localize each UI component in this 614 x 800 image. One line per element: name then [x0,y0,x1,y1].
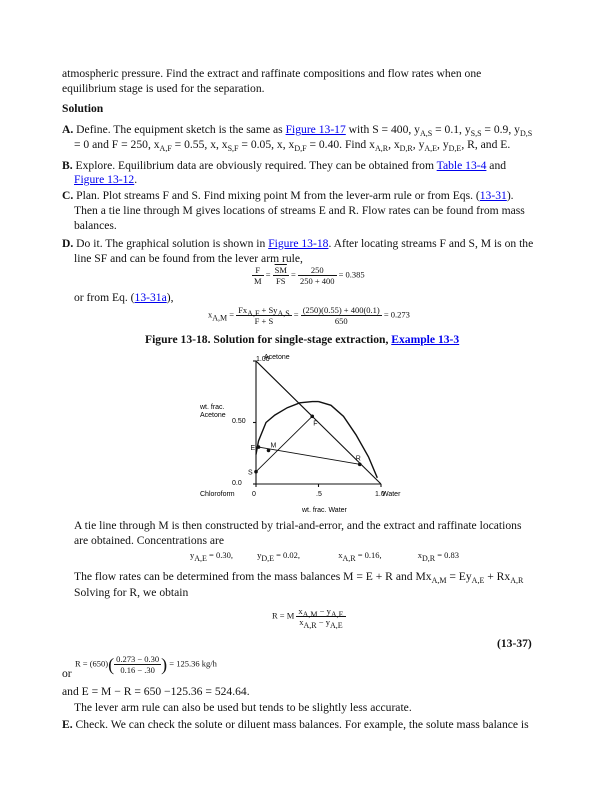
step-a-letter: A. [62,123,74,136]
step-a-line-2: = 0 and F = 250, $x_{A,F} = 0.55$, x, $x_{S,F} = 0.05$, x, $x_{D,F} = 0.40$. Find $x_{A,R}$, $x_{D,R}$, $y_{A,E}$, $y_{D,E}$, R, and E. [74,138,511,153]
step-d-line-2: line SF and can be found from the lever arm rule, [74,252,303,265]
point-E [257,445,261,449]
line-apex-f [256,361,312,416]
step-d-line-1: D. Do it. The graphical solution is shown in Figure 13-18. After locating streams F and S, M is on the [62,237,534,250]
ytick-top: 1.00 [256,356,270,363]
apex-label: Acetone [264,354,290,361]
ytick-zero: 0.0 [232,480,242,487]
step-b-line-2: Figure 13-12. [74,173,138,186]
step-e-line-1: E. Check. We can check the solute or diluent mass balances. For example, the solute mass balance is [62,718,529,731]
ytick-mid: 0.50 [232,418,246,425]
point-label-E: E [250,445,256,453]
xtick-one: 1.0 [375,491,385,498]
concentrations: $y_{A,E} = 0.30$, $y_{D,E} = 0.02$, $x_{A,R} = 0.16$, $x_{D,R} = 0.83$ [190,550,460,563]
eq-13-31a-link[interactable]: 13-31a [134,291,167,304]
step-c-line-3: balances. [74,219,117,232]
step-b-line-1: B. Explore. Equilibrium data are obviously required. They can be obtained from Table 13-4 and [62,159,507,172]
table-13-4-link[interactable]: Table 13-4 [436,159,487,172]
ternary-diagram [196,347,432,517]
intro-line-1: atmospheric pressure. Find the extract and raffinate compositions and flow rates when one [62,67,482,80]
or-word: or [62,667,72,680]
step-e-letter: E. [62,718,73,731]
step-c-line-2: Then a tie line through M gives locations of streams E and R. Flow rates can be found from mass [74,204,525,217]
xaxis-label: wt. frac. Water [302,507,347,514]
solution-heading: Solution [62,102,104,115]
eq-13-37: R = M $\frac{x_{A,M} - y_{A,E}}{x_{A,R} - y_{A,E}}$ [272,606,344,630]
point-S [254,470,258,474]
step-d-letter: D. [62,237,74,250]
figure-13-17-link[interactable]: Figure 13-17 [285,123,346,136]
point-label-M: M [270,442,277,450]
eq-13-31-link[interactable]: 13-31 [479,189,507,202]
point-label-F: F [313,420,318,428]
equilibrium-curve-0 [256,402,319,455]
step-c-line-1: C. Plan. Plot streams F and S. Find mixing point M from the lever-arm rule or from Eqs. (13-31). [62,189,514,202]
mixing-point-equation: $x_{A,M}$ = $\frac{Fx_{A,F} + Sy_{A,S}}{F + S}$ = $\frac{(250)(0.55) + 400(0.1)}{650}$ = 0.273 [208,305,410,326]
step-b-letter: B. [62,159,73,172]
e-calculation: and E = M − R = 650 −125.36 = 524.64. [62,685,250,698]
example-13-3-link[interactable]: Example 13-3 [391,333,460,346]
or-from-eq: or from Eq. (13-31a), [74,291,174,304]
lever-arm-equation: $\frac{F}{M}$ = $\frac{\overline{SM}}{FS}$ = $\frac{250}{250 + 400}$ = 0.385 [254,265,365,286]
right-corner-label: Water [382,491,401,498]
figure-caption: Figure 13-18. Solution for single-stage extraction, Example 13-3 [145,333,460,346]
yaxis-label-line1: wt. frac. [200,404,225,411]
step-a-text: Define. The equipment sketch is the same as [73,123,286,136]
yaxis-label-line2: Acetone [200,412,226,419]
point-R [358,463,362,467]
step-a-text-2: with S = 400, y [345,123,420,136]
intro-line-2: equilibrium stage is used for the separation. [62,82,265,95]
step-c-letter: C. [62,189,74,202]
r-calculation: R = (650)( $\frac{0.273 - 0.30}{0.16 - .30}$ ) = 125.36 kg/h [75,654,217,675]
equation-number: (13-37) [497,637,532,650]
xtick-half: .5 [316,491,322,498]
xtick-0: 0 [252,491,256,498]
after-para-1b: are obtained. Concentrations are [74,534,225,547]
point-F [310,415,314,419]
tie-line-er [259,447,360,464]
point-label-S: S [248,469,253,477]
lever-arm-note: The lever arm rule can also be used but tends to be slightly less accurate. [74,701,412,714]
step-a-line-1: A. Define. The equipment sketch is the same as Figure 13-17 with S = 400, $y_{A,S} = 0.1$, $y_{S,S} = 0.9$, $y_{D,S}$ [62,123,533,138]
left-corner-label: Chloroform [200,491,235,498]
after-para-1a: A tie line through M is then constructed by trial-and-error, and the extract and raffinate locations [74,519,522,532]
equilibrium-curve-1 [319,402,378,478]
figure-13-18-link[interactable]: Figure 13-18 [268,237,329,250]
figure-13-12-link[interactable]: Figure 13-12 [74,173,135,186]
mass-balance-text: The flow rates can be determined from the mass balances M = E + R and $Mx_{A,M} = Ey_{A,E} + Rx_{A,R}$ [74,570,524,585]
solving-text: Solving for R, we obtain [74,586,189,599]
point-label-R: R [355,455,361,463]
